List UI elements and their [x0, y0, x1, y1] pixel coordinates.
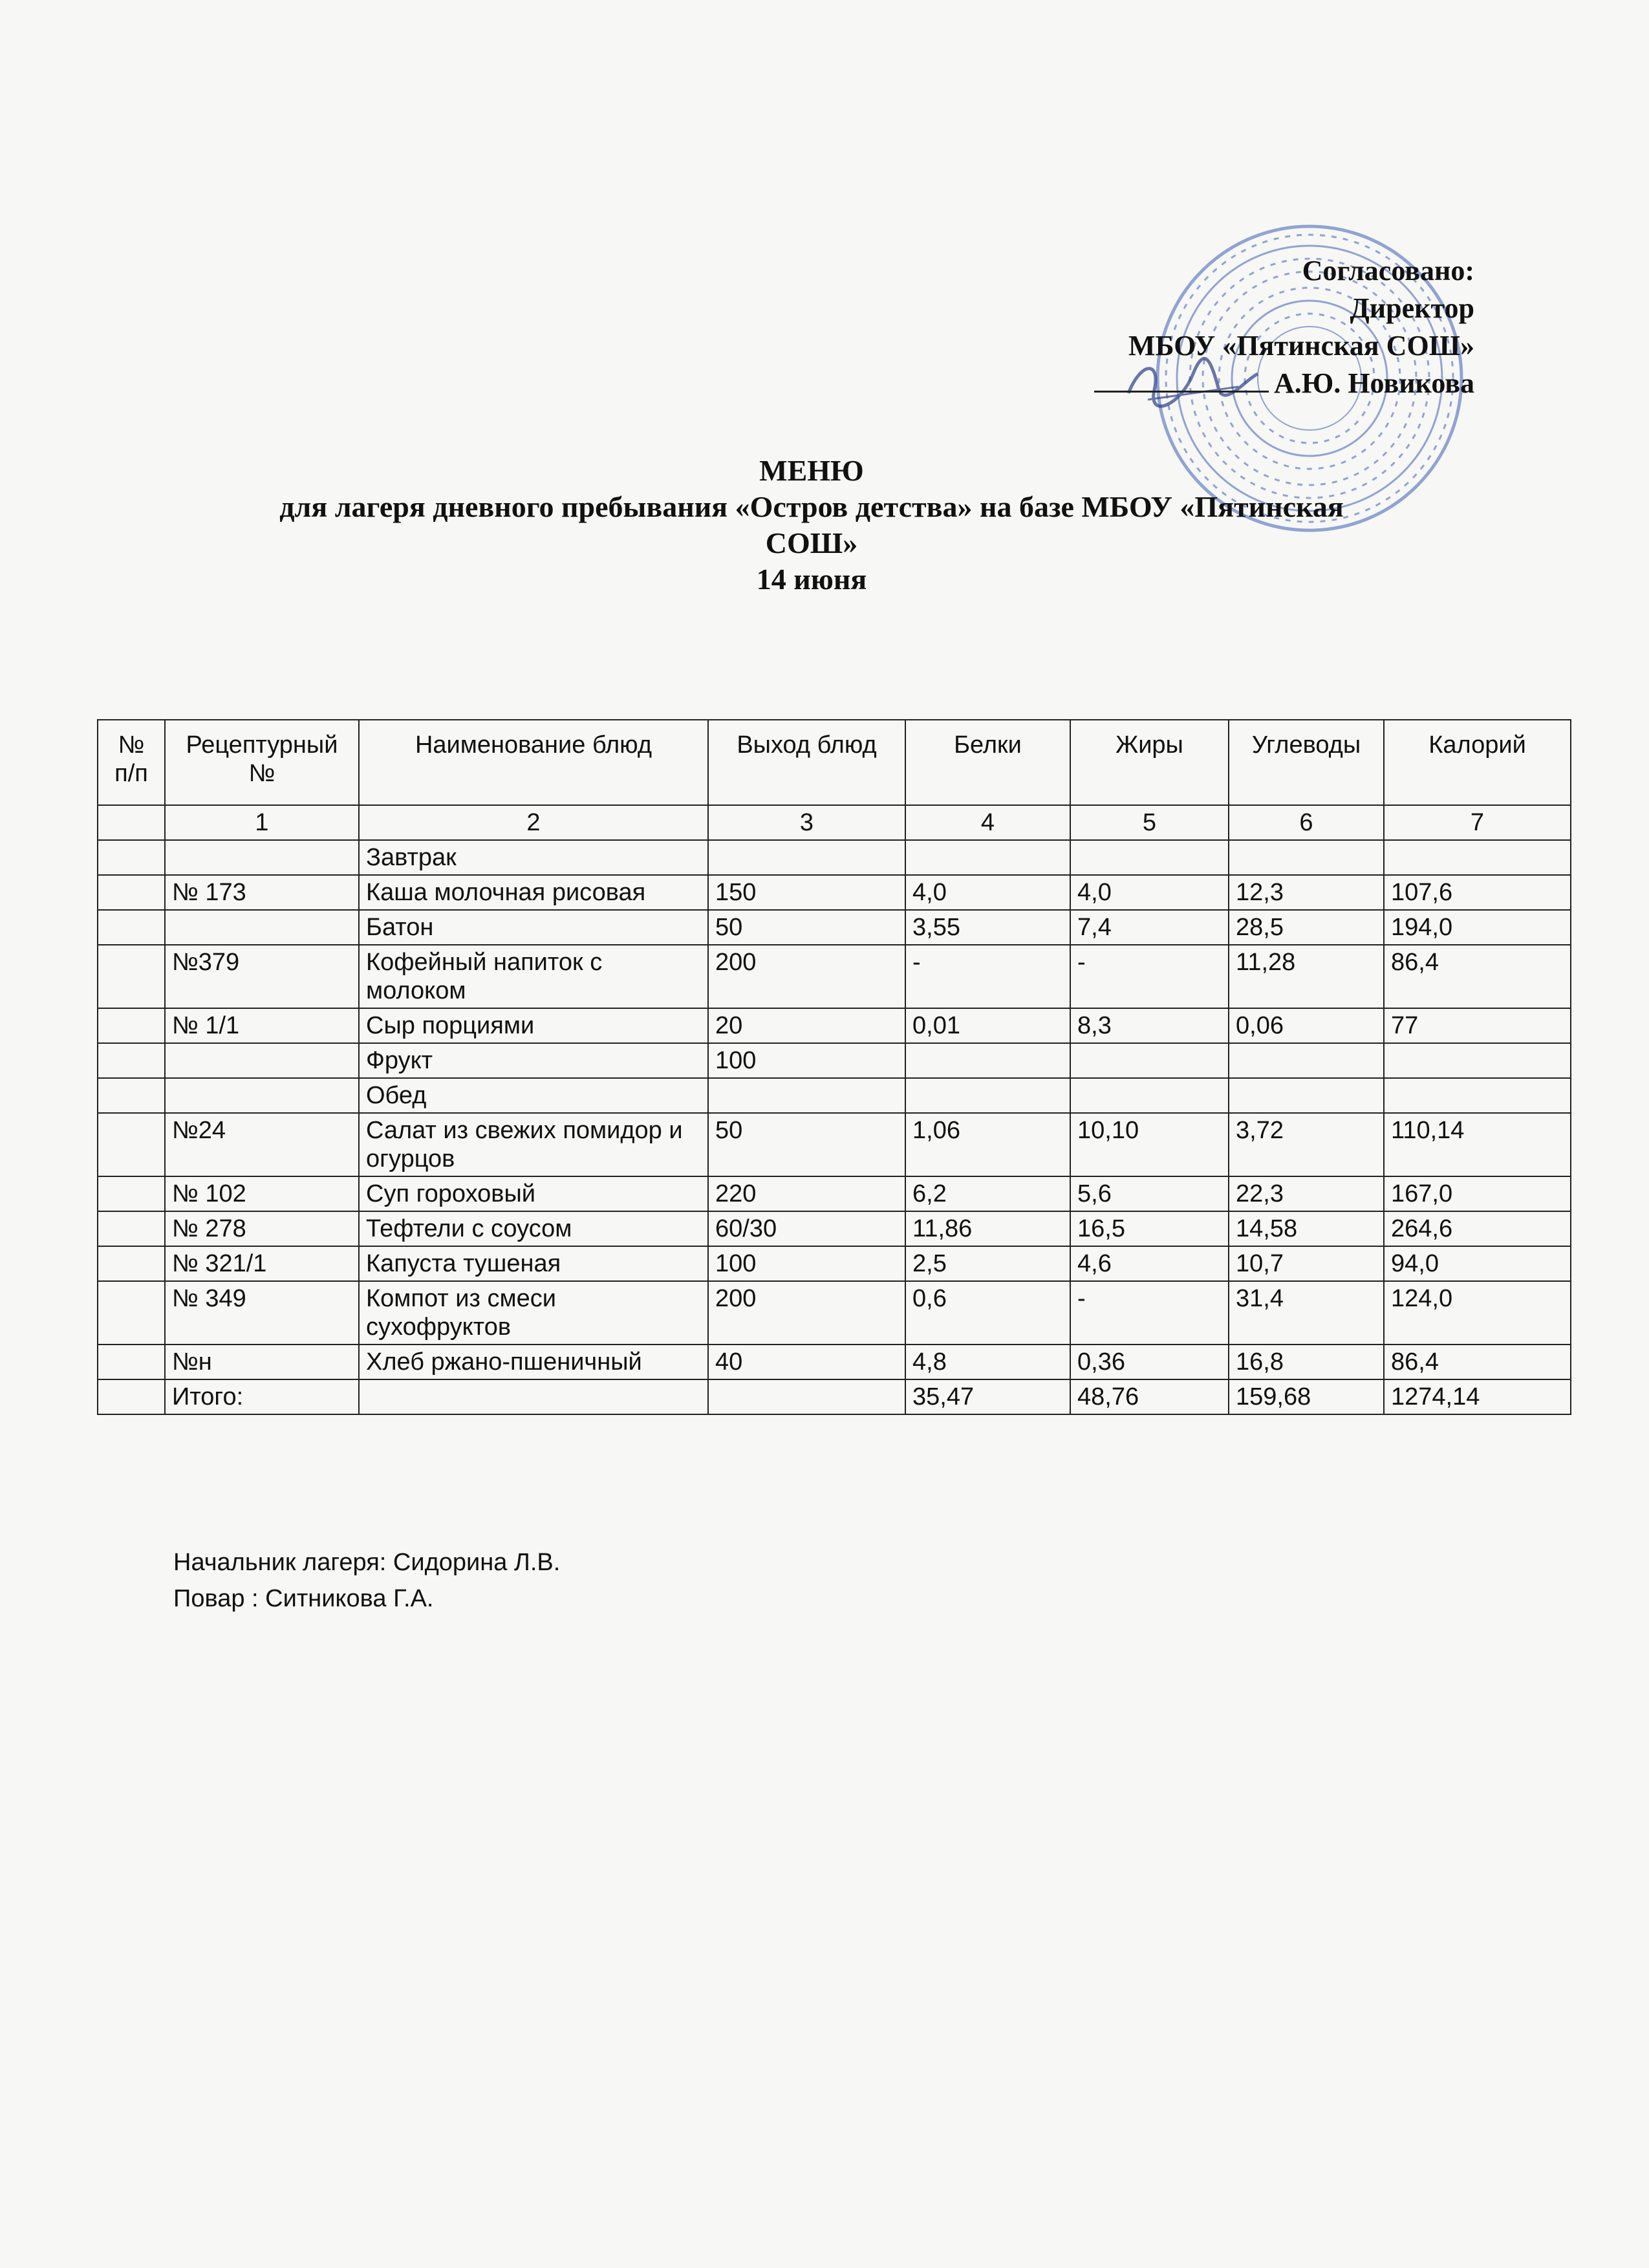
- column-number: 4: [905, 805, 1070, 840]
- lunch-rows: [98, 1113, 1571, 1379]
- kcal-value: [1384, 1043, 1571, 1078]
- fat-value: 8,3: [1070, 1008, 1229, 1043]
- dish-name: Салат из свежих помидор и огурцов: [359, 1113, 708, 1176]
- kcal-value: 86,4: [1384, 1345, 1571, 1379]
- row-index-cell: [98, 1281, 165, 1345]
- dish-yield: 50: [708, 1113, 905, 1176]
- row-index-cell: [98, 1345, 165, 1379]
- header-cell: Наименование блюд: [359, 720, 708, 805]
- fat-value: 16,5: [1070, 1211, 1229, 1246]
- column-number: 2: [359, 805, 708, 840]
- table-row: [98, 910, 1571, 945]
- fat-value: 4,6: [1070, 1246, 1229, 1281]
- fat-value: -: [1070, 1281, 1229, 1345]
- title-heading: МЕНЮ: [759, 454, 864, 487]
- dish-name: Компот из смеси сухофруктов: [359, 1281, 708, 1345]
- recipe-number: № 173: [165, 875, 359, 910]
- kcal-value: 94,0: [1384, 1246, 1571, 1281]
- total-row: [98, 1379, 1571, 1414]
- row-index-cell: [98, 1113, 165, 1176]
- kcal-value: 194,0: [1384, 910, 1571, 945]
- header-cell: Рецептурный №: [165, 720, 359, 805]
- header-cell: Жиры: [1070, 720, 1229, 805]
- recipe-number: [165, 910, 359, 945]
- dish-yield: 200: [708, 945, 905, 1008]
- table-row: [98, 1043, 1571, 1078]
- document-title: [175, 453, 1449, 598]
- recipe-number: №379: [165, 945, 359, 1008]
- total-fat: 48,76: [1070, 1379, 1229, 1414]
- title-date: 14 июня: [756, 563, 867, 596]
- section-row-lunch: [98, 1078, 1571, 1113]
- table-header-row: [98, 720, 1571, 805]
- fat-value: 5,6: [1070, 1176, 1229, 1211]
- carbs-value: 22,3: [1229, 1176, 1384, 1211]
- approval-label: Согласовано:: [1302, 255, 1474, 286]
- table-row: [98, 1008, 1571, 1043]
- carbs-value: 16,8: [1229, 1345, 1384, 1379]
- header-cell: Углеводы: [1229, 720, 1384, 805]
- row-index-cell: [98, 1008, 165, 1043]
- row-index-cell: [98, 875, 165, 910]
- total-kcal: 1274,14: [1384, 1379, 1571, 1414]
- camp-head: Начальник лагеря: Сидорина Л.В.: [173, 1549, 561, 1576]
- fat-value: 7,4: [1070, 910, 1229, 945]
- table-row: [98, 1246, 1571, 1281]
- recipe-number: № 349: [165, 1281, 359, 1345]
- dish-yield: 50: [708, 910, 905, 945]
- carbs-value: 28,5: [1229, 910, 1384, 945]
- protein-value: -: [905, 945, 1070, 1008]
- signatures-footer: [173, 1544, 560, 1617]
- protein-value: 11,86: [905, 1211, 1070, 1246]
- kcal-value: 264,6: [1384, 1211, 1571, 1246]
- row-index-cell: [98, 1176, 165, 1211]
- recipe-number: №н: [165, 1345, 359, 1379]
- row-index-cell: [98, 1211, 165, 1246]
- carbs-value: 12,3: [1229, 875, 1384, 910]
- column-number: 6: [1229, 805, 1384, 840]
- dish-yield: 40: [708, 1345, 905, 1379]
- table-row: [98, 945, 1571, 1008]
- row-index-cell: [98, 945, 165, 1008]
- row-index-cell: [98, 1246, 165, 1281]
- fat-value: -: [1070, 945, 1229, 1008]
- column-number-row: [98, 805, 1571, 840]
- dish-yield: 20: [708, 1008, 905, 1043]
- section-label: Завтрак: [359, 840, 708, 875]
- dish-name: Кофейный напиток с молоком: [359, 945, 708, 1008]
- section-row-breakfast: [98, 840, 1571, 875]
- protein-value: 1,06: [905, 1113, 1070, 1176]
- menu-table: [97, 719, 1571, 1415]
- breakfast-rows: [98, 875, 1571, 1078]
- protein-value: 4,8: [905, 1345, 1070, 1379]
- column-number: 7: [1384, 805, 1571, 840]
- carbs-value: 11,28: [1229, 945, 1384, 1008]
- column-number: 3: [708, 805, 905, 840]
- approval-position: Директор: [1350, 292, 1474, 324]
- dish-name: Хлеб ржано-пшеничный: [359, 1345, 708, 1379]
- recipe-number: № 1/1: [165, 1008, 359, 1043]
- column-number: 1: [165, 805, 359, 840]
- recipe-number: [165, 1043, 359, 1078]
- total-carbs: 159,68: [1229, 1379, 1384, 1414]
- row-index-cell: [98, 910, 165, 945]
- carbs-value: 31,4: [1229, 1281, 1384, 1345]
- protein-value: 6,2: [905, 1176, 1070, 1211]
- cook: Повар : Ситникова Г.А.: [173, 1585, 434, 1612]
- signature-line: [1094, 391, 1269, 393]
- dish-yield: 220: [708, 1176, 905, 1211]
- carbs-value: 3,72: [1229, 1113, 1384, 1176]
- header-cell: Выход блюд: [708, 720, 905, 805]
- dish-yield: 200: [708, 1281, 905, 1345]
- section-label: Обед: [359, 1078, 708, 1113]
- recipe-number: № 102: [165, 1176, 359, 1211]
- dish-name: Фрукт: [359, 1043, 708, 1078]
- kcal-value: 167,0: [1384, 1176, 1571, 1211]
- carbs-value: 10,7: [1229, 1246, 1384, 1281]
- table-row: [98, 1345, 1571, 1379]
- approval-organization: МБОУ «Пятинская СОШ»: [1128, 330, 1474, 362]
- dish-name: Тефтели с соусом: [359, 1211, 708, 1246]
- dish-name: Батон: [359, 910, 708, 945]
- kcal-value: 110,14: [1384, 1113, 1571, 1176]
- fat-value: [1070, 1043, 1229, 1078]
- fat-value: 4,0: [1070, 875, 1229, 910]
- fat-value: 0,36: [1070, 1345, 1229, 1379]
- dish-name: Каша молочная рисовая: [359, 875, 708, 910]
- row-index-cell: [98, 1043, 165, 1078]
- carbs-value: 14,58: [1229, 1211, 1384, 1246]
- protein-value: [905, 1043, 1070, 1078]
- table-row: [98, 1281, 1571, 1345]
- table-row: [98, 1176, 1571, 1211]
- recipe-number: № 321/1: [165, 1246, 359, 1281]
- total-label: Итого:: [165, 1379, 359, 1414]
- total-protein: 35,47: [905, 1379, 1070, 1414]
- dish-name: Сыр порциями: [359, 1008, 708, 1043]
- dish-yield: 100: [708, 1043, 905, 1078]
- dish-yield: 100: [708, 1246, 905, 1281]
- protein-value: 3,55: [905, 910, 1070, 945]
- kcal-value: 86,4: [1384, 945, 1571, 1008]
- protein-value: 0,6: [905, 1281, 1070, 1345]
- approval-signatory: [1094, 365, 1474, 402]
- protein-value: 0,01: [905, 1008, 1070, 1043]
- fat-value: 10,10: [1070, 1113, 1229, 1176]
- column-number: 5: [1070, 805, 1229, 840]
- carbs-value: 0,06: [1229, 1008, 1384, 1043]
- recipe-number: №24: [165, 1113, 359, 1176]
- header-cell: Калорий: [1384, 720, 1571, 805]
- title-subtitle-cont: СОШ»: [765, 526, 858, 559]
- protein-value: 4,0: [905, 875, 1070, 910]
- dish-yield: 60/30: [708, 1211, 905, 1246]
- header-cell: Белки: [905, 720, 1070, 805]
- protein-value: 2,5: [905, 1246, 1070, 1281]
- kcal-value: 124,0: [1384, 1281, 1571, 1345]
- table-row: [98, 1113, 1571, 1176]
- header-cell: № п/п: [98, 720, 165, 805]
- kcal-value: 77: [1384, 1008, 1571, 1043]
- table-row: [98, 1211, 1571, 1246]
- dish-yield: 150: [708, 875, 905, 910]
- dish-name: Капуста тушеная: [359, 1246, 708, 1281]
- carbs-value: [1229, 1043, 1384, 1078]
- table-row: [98, 875, 1571, 910]
- approval-name: А.Ю. Новикова: [1274, 367, 1474, 399]
- recipe-number: № 278: [165, 1211, 359, 1246]
- kcal-value: 107,6: [1384, 875, 1571, 910]
- dish-name: Суп гороховый: [359, 1176, 708, 1211]
- title-subtitle: для лагеря дневного пребывания «Остров детства» на базе МБОУ «Пятинская: [279, 490, 1344, 523]
- approval-block: [1094, 252, 1474, 402]
